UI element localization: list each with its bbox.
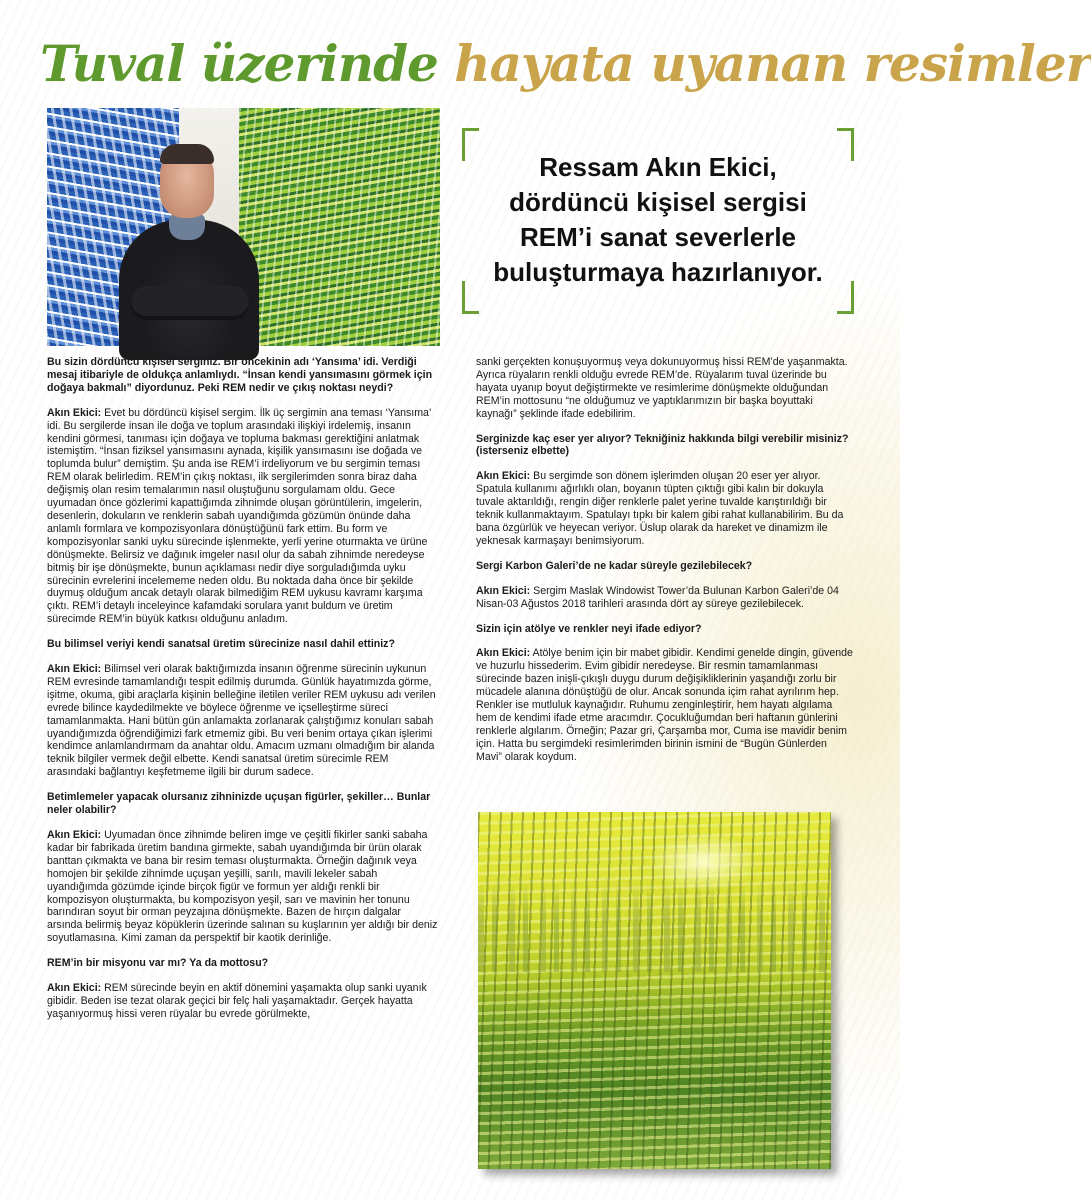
interview-answer <box>476 470 854 547</box>
article-column-left <box>47 356 439 1033</box>
interview-answer <box>476 585 854 611</box>
pull-quote-line: REM’i sanat severlerle <box>519 222 797 252</box>
speaker-label: Akın Ekici: <box>476 470 531 483</box>
answer-text: Bu sergimde son dönem işlerimden oluşan 20 eser yer alıyor. Spatula kullanımı ağırlıklı olan, boyanın tüpten çıktığı gibi kalın bir dokuyla tuvale aktarıldığı, rengin diğer renklerle palet yerine tuvalde karıştırıldığı bir teknik kullanmaktayım. Spatulayı tıpkı bir kalem gibi rahat kullanabilirim. Bu da bana özgürlük ve heyecan veriyor. Üslup olarak da hareket ve dinamizm ile yeknesak karmaşayı benimsiyorum. <box>476 470 844 547</box>
speaker-label: Akın Ekici: <box>47 982 102 995</box>
bracket-bottom-left-icon <box>462 281 479 314</box>
speaker-label: Akın Ekici: <box>47 406 102 419</box>
speaker-label: Akın Ekici: <box>476 584 531 597</box>
interview-answer <box>47 663 439 779</box>
painting-cityscape <box>478 882 831 972</box>
interview-question: Bu bilimsel veriyi kendi sanatsal üretim sürecinize nasıl dahil ettiniz? <box>47 638 395 651</box>
pull-quote <box>462 128 854 314</box>
interview-question: Bu sizin dördüncü kişisel serginiz. Bir öncekinin adı ‘Yansıma’ idi. Verdiği mesaj itibariyle de oldukça anlamlıydı. “İnsan kendi yansımasını görmek için doğaya bakmalı” diyordunuz. Peki REM nedir ve çıkış noktası neydi? <box>47 356 433 394</box>
answer-text: Bilimsel veri olarak baktığımızda insanın öğrenme sürecinin uykunun REM evresinde tamamlandığı tespit edilmiş durumda. Günlük hayatımızda görme, işitme, okuma, gibi araçlarla kişinin belleğine iletilen veriler REM uykusu adı verilen evrede bilince kaydedilmekte ve böylece öğrenme ve içselleştirme süreci tamamlanmakta. Hani bütün gün anlamakta zorlanarak çalıştığımız konuları sabah uyandığımızda öğrendiğimizi fark etmemiz gibi. Bu veri benim ortaya çıkan işlerimi kendimce anlamlandırmam da anahtar oldu. Amacım uzmanı olmadığım bir alanda teknik bilgiler vermek değil elbette. Kendi sanatsal üretim sürecimle REM arasındaki bağlantıyı keşfetmeme ilgili bir durum sadece. <box>47 663 436 779</box>
pull-quote-line: dördüncü kişisel sergisi <box>509 187 807 217</box>
answer-text: Sergim Maslak Windowist Tower’da Bulunan Karbon Galeri’de 04 Nisan-03 Ağustos 2018 tarihleri arasında dört ay süreye gezilebilecek. <box>476 584 839 610</box>
answer-text: Uyumadan önce zihnimde beliren imge ve çeşitli fikirler sanki sabaha kadar bir fabrikada üretim bandına girmekte, sabah uyandığımda bir ürün olarak banttan çıkmakta ve bana bir resim teması oluşturmakta. Örneğin dağınık veya homojen bir şekilde zihnimde uçuşan yeşilli, sarılı, mavili lekeler sabah uyandığımda gözümde içinde birçok figür ve formun yer aldığı renkli bir kompozisyon oluşturmakta, bu kompozisyon yeşil, sarı ve mavinin her tonunu barındıran soyut bir orman peyzajına dönüşmekte. Bazen de hırçın dalgalar arsında belirmiş beyaz köpüklerin üzerinde salınan su kuşlarının yer aldığı bir deniz soyutlamasına. Kimi zaman da perspektif bir kaotik derinliğe. <box>47 829 438 945</box>
green-painting-in-photo <box>239 108 440 346</box>
interview-question: Betimlemeler yapacak olursanız zihninizde uçuşan figürler, şekiller… Bunlar neler olabilir? <box>47 791 431 817</box>
interview-question: Sizin için atölye ve renkler neyi ifade ediyor? <box>476 622 702 635</box>
artist-crossed-arms <box>131 286 249 320</box>
headline <box>40 28 1091 100</box>
bracket-bottom-right-icon <box>837 281 854 314</box>
pull-quote-line: Ressam Akın Ekici, <box>539 152 777 182</box>
artist-hair <box>160 144 214 164</box>
article-column-right <box>476 356 854 776</box>
interview-answer <box>47 407 439 626</box>
interview-answer <box>476 647 854 763</box>
interview-answer <box>47 829 439 945</box>
headline-part-gold: hayata uyanan resimler <box>454 34 1091 93</box>
interview-question: REM’in bir misyonu var mı? Ya da mottosu? <box>47 957 269 970</box>
speaker-label: Akın Ekici: <box>476 647 531 660</box>
interview-question: Sergi Karbon Galeri’de ne kadar süreyle gezilebilecek? <box>476 559 753 572</box>
answer-text: Evet bu dördüncü kişisel sergim. İlk üç sergimin ana teması ‘Yansıma’ idi. Bu sergilerde insan ile doğa ve toplum arasındaki ilişkiyi irdelemiş, insanın kendini görmesi, tanıması için doğaya ve topluma bakması gerektiğini anlatmak istemiştim. “İnsan fiziksel yansımasını aynada, kişilik yansımasını ise doğada ve toplumda bulur” demiştim. Şu anda ise REM’i irdeliyorum ve bu sergimin teması REM olarak belirledim. REM’in çıkış noktası, ilk sergilerimden sonra biraz daha değişmiş olan resim temalarımın nasıl oluştuğunu sorgulamam oldu. Gece uyumadan önce gözlerimi kapattığımda zihnimde oluşan görüntülerin, imgelerin, desenlerin, dokuların ve renklerin sabah uyandığımda gözümün önünde daha anlamlı formlara ve kompozisyonlara dönüştüğünü fark ettim. Bu form ve kompozisyonlar sanki uyku sürecinde işlenmekte, yerli yerine oturmakta ve ürüne dönüşmekte. Belirsiz ve dağınık imgeler nasıl olur da sabah zihnimde neredeyse bitmiş bir işe dönüşmekte, bunun açıklaması nedir diye sorguladığımda uyku sürecinin evrelerini incelememe neden oldu. Bu noktada daha önce bir şekilde duymuş olduğum ancak detaylı olarak bilmediğim REM uykusu kavramı karşıma çıktı. REM’i detaylı inceleyince kafamdaki sorulara yanıt buldum ve üretim sürecimde REM’in büyük katkısı olduğunu anladım. <box>47 406 431 626</box>
answer-continuation: sanki gerçekten konuşuyormuş veya dokunuyormuş hissi REM’de yaşanmakta. Ayrıca rüyaların renkli olduğu evrede REM’de. Rüyalarım tuval üzerinde bu hayata uyanıp boyut değiştirmekte ve resimlerime dönüşmekte olduğundan REM’in mottosunu “ne olduğumuz ve yaptıklarımızın bir başka boyuttaki kaynağı” şeklinde ifade edebilirim. <box>476 356 848 420</box>
speaker-label: Akın Ekici: <box>47 663 102 676</box>
interview-question: Serginizde kaç eser yer alıyor? Tekniğiniz hakkında bilgi verebilir misiniz? (isterseniz elbette) <box>476 432 849 458</box>
headline-part-green: Tuval üzerinde <box>40 34 438 93</box>
pull-quote-line: buluşturmaya hazırlanıyor. <box>493 257 823 287</box>
pull-quote-text <box>480 150 836 290</box>
answer-text: REM sürecinde beyin en aktif dönemini yaşamakta olup sanki uyanık gibidir. Beden ise tezat olarak geçici bir felç hali yaşamaktadır. Gerçek hayatta yaşanıyormuş hissi veren rüyalar bu evrede görülmekte, <box>47 982 427 1020</box>
featured-painting <box>478 812 831 1169</box>
bracket-top-left-icon <box>462 128 479 161</box>
interview-answer <box>47 982 439 1021</box>
artist-photo <box>47 108 440 346</box>
answer-text: Atölye benim için bir mabet gibidir. Kendimi genelde dingin, güvende ve huzurlu hissederim. Evim gibidir neredeyse. Bir resmin tamamlanması sürecinde bazen inişli-çıkışlı duygu durum değişikliklerinin yaşandığı zorlu bir mücadele alanına dönüştüğü de olur. Ancak sonunda içim rahat ayrılırım hep. Renkler ise mutluluk kaynağıdır. Ruhumu zenginleştirir, hem hayatı algılama hem de kendimi ifade etme aracımdır. Çocukluğumdan beri haftanın günlerini renklerle algılarım. Örneğin; Pazar gri, Çarşamba mor, Cuma ise mavidir benim için. Hatta bu sergimdeki resimlerimden birinin ismini de “Bugün Günlerden Mavi” olarak koydum. <box>476 647 853 763</box>
bracket-top-right-icon <box>837 128 854 161</box>
speaker-label: Akın Ekici: <box>47 829 102 841</box>
